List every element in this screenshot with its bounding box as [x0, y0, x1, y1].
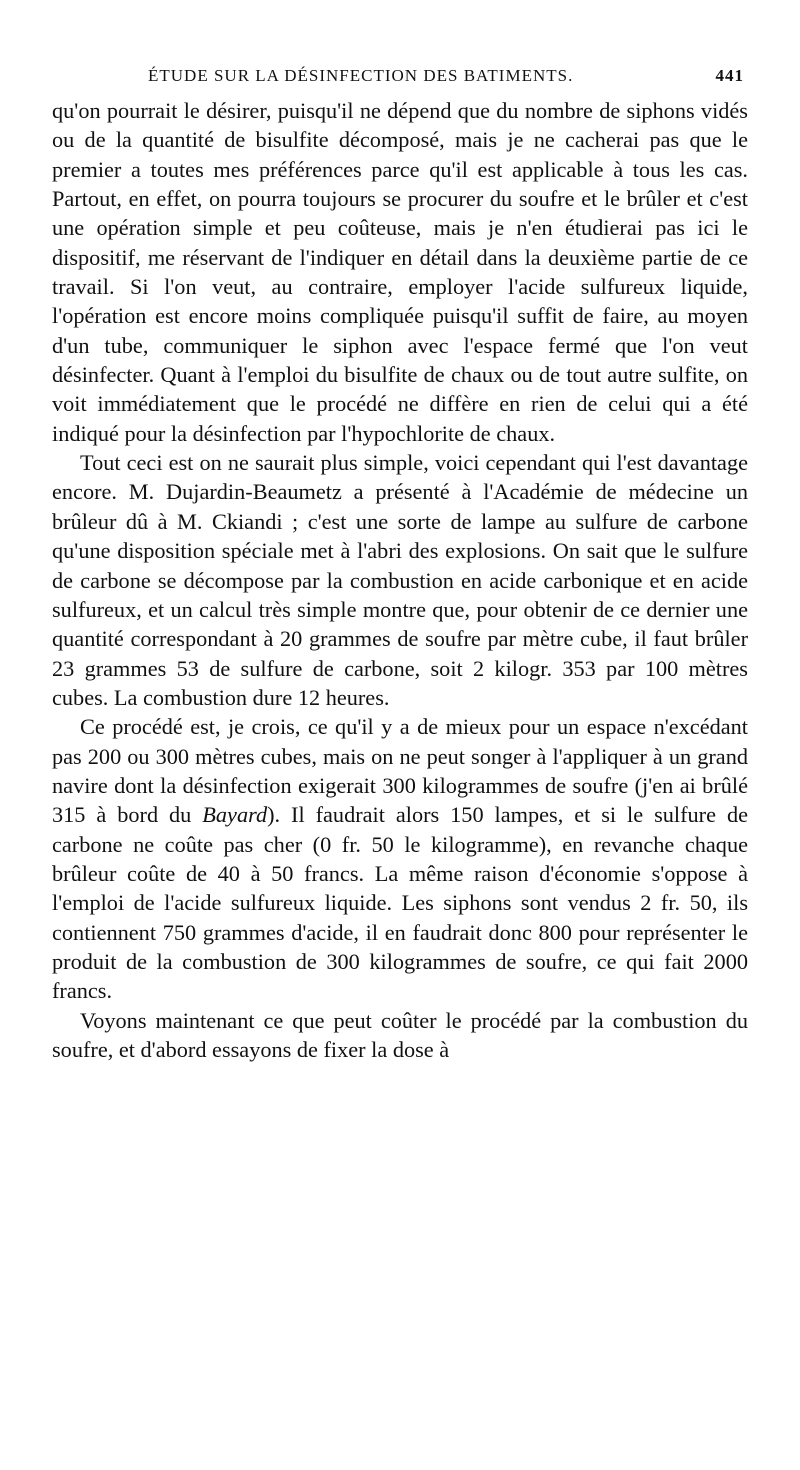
paragraph-burner: Tout ceci est on ne saurait plus simple, voici cependant qui l'est davantage encore. M. Dujardin-Beaumetz a présenté à l'Académie de médecine un brûleur dû à M. Ckiandi ; c'est une sorte de lampe au sulfure de carbone qu'une disposition spéciale met à l'abri des explosions. On sait que le sulfure de carbone se décompose par la combustion en acide carbonique et en acide sulfureux, et un calcul très simple montre que, pour obtenir de ce dernier une quantité correspondant à 20 grammes de soufre par mètre cube, il faut brûler 23 grammes 53 de sulfure de carbone, soit 2 kilogr. 353 par 100 mètres cubes. La combustion dure 12 heures. — [52, 450, 748, 710]
body-text — [52, 96, 748, 1064]
paragraph-procedure — [52, 712, 748, 1005]
page-number: 441 — [715, 66, 744, 85]
book-page — [52, 66, 748, 1064]
paragraph-procedure-start: Ce procédé est, je crois, ce qu'il y a de mieux pour un espace n'excédant pas 200 ou 300 mètres cubes, mais on ne peut songer à l'appliquer à un grand navire dont la désinfection exigerait 300 kilogrammes de soufre (j'en ai brûlé 315 à bord du — [52, 714, 748, 828]
ship-name: Bayard — [202, 802, 268, 828]
paragraph-procedure-end: ). Il faudrait alors 150 lampes, et si le sulfure de carbone ne coûte pas cher (0 fr. 50 le kilogramme), en revanche chaque brûleur coûte de 40 à 50 francs. La même raison d'économie s'oppose à l'emploi de l'acide sulfureux liquide. Les siphons sont vendus 2 fr. 50, ils contiennent 750 grammes d'acide, il en faudrait donc 800 pour représenter le produit de la combustion de 300 kilogrammes de soufre, ce qui fait 2000 francs. — [52, 802, 748, 1004]
paragraph-continuation: qu'on pourrait le désirer, puisqu'il ne dépend que du nombre de siphons vidés ou de la quantité de bisulfite décomposé, mais je ne cacherai pas que le premier a toutes mes préférences parce qu'il est applicable à tous les cas. Partout, en effet, on pourra toujours se procurer du soufre et le brûler et c'est une opération simple et peu coûteuse, mais je n'en étudierai pas ici le dispositif, me réservant de l'indiquer en détail dans la deuxième partie de ce travail. Si l'on veut, au contraire, employer l'acide sulfureux liquide, l'opération est encore moins compliquée puisqu'il suffit de faire, au moyen d'un tube, communiquer le siphon avec l'espace fermé que l'on veut désinfecter. Quant à l'emploi du bisulfite de chaux ou de tout autre sulfite, on voit immédiatement que le procédé ne diffère en rien de celui qui a été indiqué pour la désinfection par l'hypochlorite de chaux. — [52, 98, 748, 446]
running-title: ÉTUDE SUR LA DÉSINFECTION DES BATIMENTS. — [148, 66, 574, 85]
running-head — [52, 66, 748, 96]
paragraph-cost: Voyons maintenant ce que peut coûter le procédé par la combustion du soufre, et d'abord essayons de fixer la dose à — [52, 1007, 748, 1062]
